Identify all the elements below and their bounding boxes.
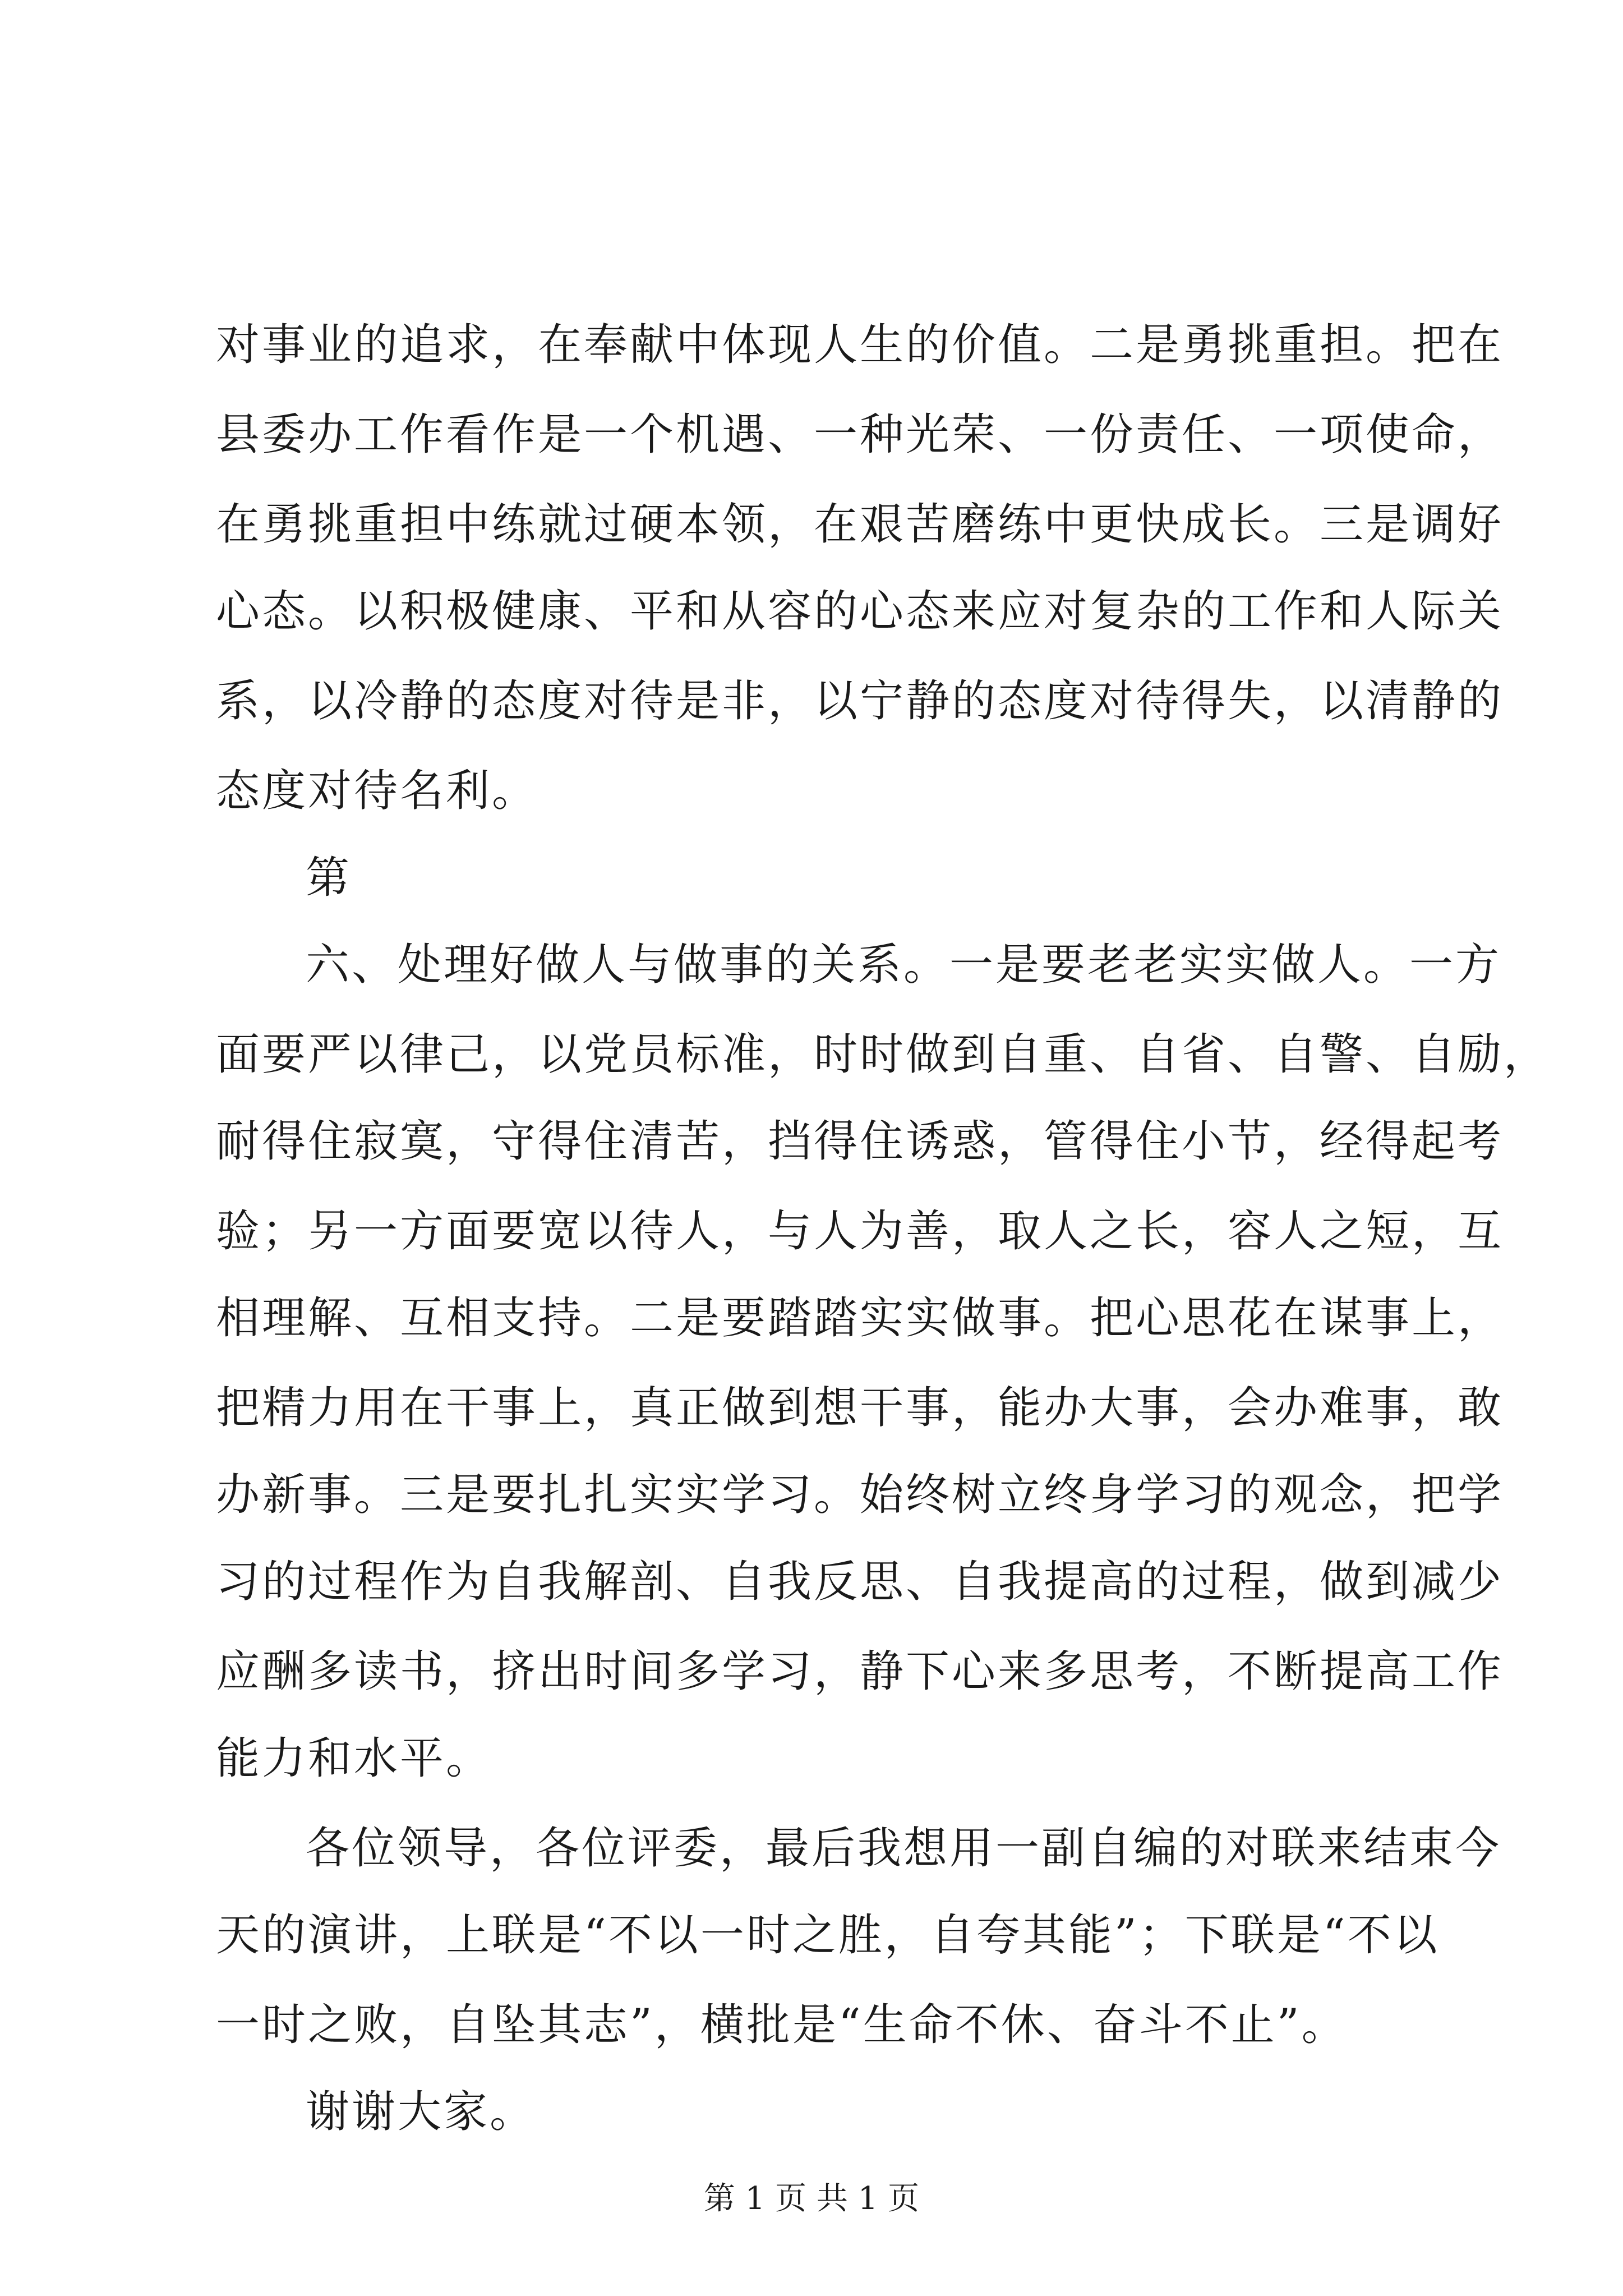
body-text-line: 在勇挑重担中练就过硬本领，在艰苦磨练中更快成长。三是调好: [216, 499, 1504, 550]
body-text-line: 耐得住寂寞，守得住清苦，挡得住诱惑，管得住小节，经得起考: [216, 1116, 1504, 1167]
body-text-line: 一时之败，自坠其志”，横批是“生命不休、奋斗不止”。: [216, 2000, 1348, 2050]
body-text-line: 相理解、互相支持。二是要踏踏实实做事。把心思花在谋事上，: [216, 1293, 1504, 1343]
body-text-line: 心态。以积极健康、平和从容的心态来应对复杂的工作和人际关: [216, 586, 1504, 637]
body-text-line: 六、处理好做人与做事的关系。一是要老老实实做人。一方: [306, 940, 1502, 990]
body-text-line: 第: [306, 853, 352, 903]
body-text-line: 对事业的追求，在奉献中体现人生的价值。二是勇挑重担。把在: [216, 320, 1504, 370]
body-text-line: 应酬多读书，挤出时间多学习，静下心来多思考，不断提高工作: [216, 1646, 1504, 1697]
body-text-line: 天的演讲，上联是“不以一时之胜，自夸其能”；下联是“不以: [216, 1910, 1440, 1961]
body-text-line: 县委办工作看作是一个机遇、一种光荣、一份责任、一项使命，: [216, 409, 1504, 460]
page-footer: 第 1 页 共 1 页: [703, 2180, 920, 2217]
body-text-line: 各位领导，各位评委，最后我想用一副自编的对联来结束今: [306, 1823, 1502, 1874]
body-text-line: 习的过程作为自我解剖、自我反思、自我提高的过程，做到减少: [216, 1557, 1504, 1607]
body-text-line: 谢谢大家。: [306, 2087, 536, 2137]
body-text-line: 态度对待名利。: [216, 766, 538, 816]
body-text-line: 系，以冷静的态度对待是非，以宁静的态度对待得失，以清静的: [216, 676, 1504, 726]
body-text-line: 面要严以律己，以党员标准，时时做到自重、自省、自警、自励，: [216, 1029, 1550, 1080]
body-text-line: 把精力用在干事上，真正做到想干事，能办大事，会办难事，敢: [216, 1383, 1504, 1433]
body-text-line: 能力和水平。: [216, 1733, 492, 1784]
body-text-line: 办新事。三是要扎扎实实学习。始终树立终身学习的观念，把学: [216, 1470, 1504, 1520]
body-text-line: 验；另一方面要宽以待人，与人为善，取人之长，容人之短，互: [216, 1206, 1504, 1257]
